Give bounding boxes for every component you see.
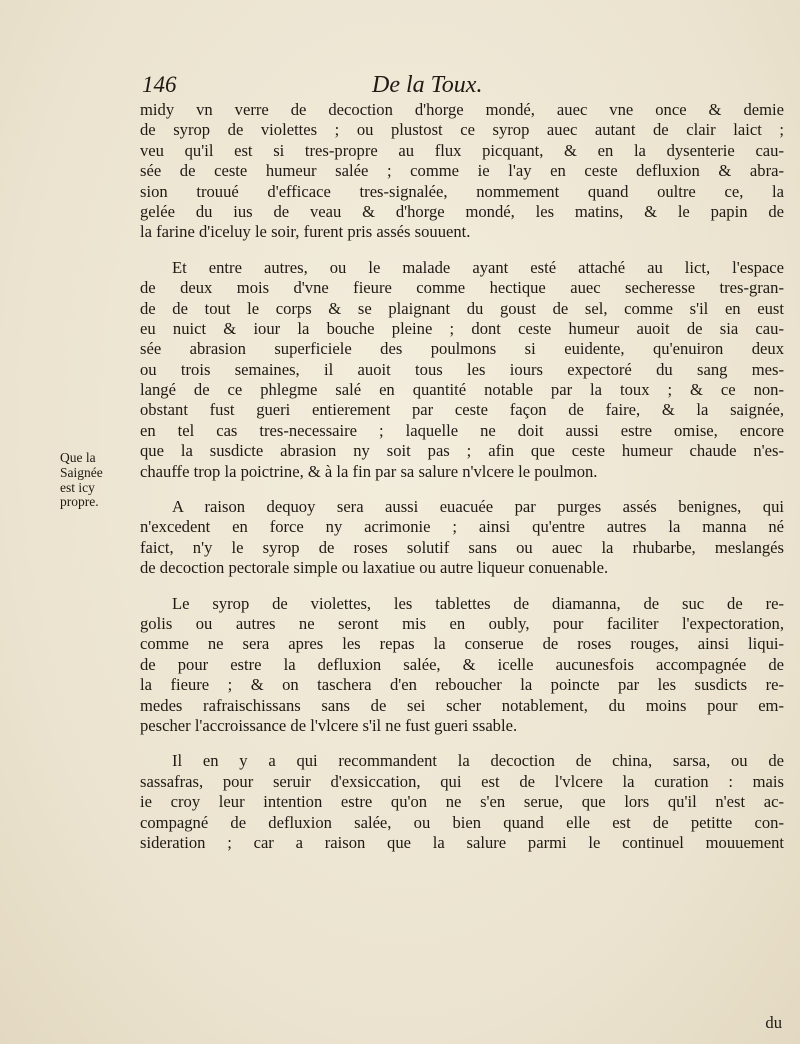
text-line: Il en y a qui recommandent la decoction de china, sarsa, ou de — [172, 751, 784, 771]
margin-note-line: est icy — [60, 479, 95, 495]
text-line: de decoction pectorale simple ou laxatiue ou autre liqueur conuenable. — [140, 558, 609, 578]
text-line: de syrop de violettes ; ou plustost ce syrop auec autant de clair laict ; — [140, 120, 784, 140]
text-line: eu nuict & iour la bouche pleine ; dont ceste humeur auoit de sia cau- — [140, 318, 784, 338]
text-line: compagné de defluxion salée, ou bien quand elle est de petitte con- — [140, 812, 784, 832]
paragraph — [140, 594, 784, 737]
text-line: langé de ce phlegme salé en quantité notable par la toux ; & ce non- — [140, 380, 784, 400]
body-text — [140, 100, 784, 853]
text-line: comme ne sera apres les repas la conserue de roses rouges, ainsi liqui- — [140, 634, 784, 654]
text-line: Le syrop de violettes, les tablettes de diamanna, de suc de re- — [172, 593, 784, 613]
text-line: faict, n'y le syrop de roses solutif sans ou auec la rhubarbe, meslangés — [140, 537, 784, 557]
text-line: A raison dequoy sera aussi euacuée par purges assés benignes, qui — [172, 497, 784, 517]
text-line: de de tout le corps & se plaignant du goust de sel, comme s'il en eust — [140, 298, 784, 318]
text-line: veu qu'il est si tres-propre au flux picquant, & en la dysenterie cau- — [140, 140, 784, 160]
text-line: ie croy leur intention estre qu'on ne s'en serue, que lors qu'il n'est ac- — [140, 792, 784, 812]
text-line: golis ou autres ne seront mis en oubly, pour faciliter l'expectoration, — [140, 613, 784, 633]
text-line: Et entre autres, ou le malade ayant esté attaché au lict, l'espace — [172, 257, 784, 277]
text-line: chauffe trop la poictrine, & à la fin par sa salure n'vlcere le poulmon. — [140, 461, 598, 481]
text-line: n'excedent en force ny acrimonie ; ainsi qu'entre autres la manna né — [140, 517, 784, 537]
paragraph — [140, 100, 784, 243]
paragraph — [140, 497, 784, 579]
text-line: gelée du ius de veau & d'horge mondé, les matins, & le papin de — [140, 201, 784, 221]
text-line: que la susdicte abrasion ny soit pas ; afin que ceste humeur chaude n'es- — [140, 441, 784, 461]
text-line: sée abrasion superficiele des poulmons si euidente, qu'enuiron deux — [140, 339, 784, 359]
catchword: du — [765, 1013, 782, 1032]
margin-note-line: Saignée — [60, 464, 103, 480]
text-line: ou trois semaines, il auoit tous les iours expectoré du sang mes- — [140, 359, 784, 379]
margin-note — [60, 451, 138, 510]
text-line: sideration ; car a raison que la salure parmi le continuel mouuement — [140, 832, 784, 852]
text-line: en tel cas tres-necessaire ; laquelle ne doit aussi estre omise, encore — [140, 420, 784, 440]
page-header — [142, 72, 782, 102]
text-line: sion trouué d'efficace tres-signalée, nommement quand oultre ce, la — [140, 181, 784, 201]
margin-note-line: propre. — [60, 494, 99, 510]
text-line: pescher l'accroissance de l'vlcere s'il ne fust gueri ssable. — [140, 715, 518, 735]
text-line: de deux mois d'vne fieure comme hectique auec secheresse tres-gran- — [140, 278, 784, 298]
text-line: la farine d'iceluy le soir, furent pris assés souuent. — [140, 222, 471, 242]
paragraph — [140, 751, 784, 853]
running-title: De la Toux. — [372, 72, 483, 98]
paragraph — [140, 258, 784, 482]
text-line: sassafras, pour seruir d'exsiccation, qui est de l'vlcere la curation : mais — [140, 771, 784, 791]
page-number: 146 — [142, 72, 177, 97]
text-line: obstant fust gueri entierement par ceste façon de faire, & la saignée, — [140, 400, 784, 420]
text-line: de pour estre la defluxion salée, & icelle aucunesfois accompagnée de — [140, 654, 784, 674]
text-line: medes rafraischissans sans de sei scher notablement, du moins pour em- — [140, 695, 784, 715]
text-line: midy vn verre de decoction d'horge mondé, auec vne once & demie — [140, 100, 784, 119]
text-line: sée de ceste humeur salée ; comme ie l'ay en ceste defluxion & abra- — [140, 161, 784, 181]
text-line: la fieure ; & on taschera d'en reboucher la poincte par les susdicts re- — [140, 675, 784, 695]
margin-note-line: Que la — [60, 450, 96, 465]
